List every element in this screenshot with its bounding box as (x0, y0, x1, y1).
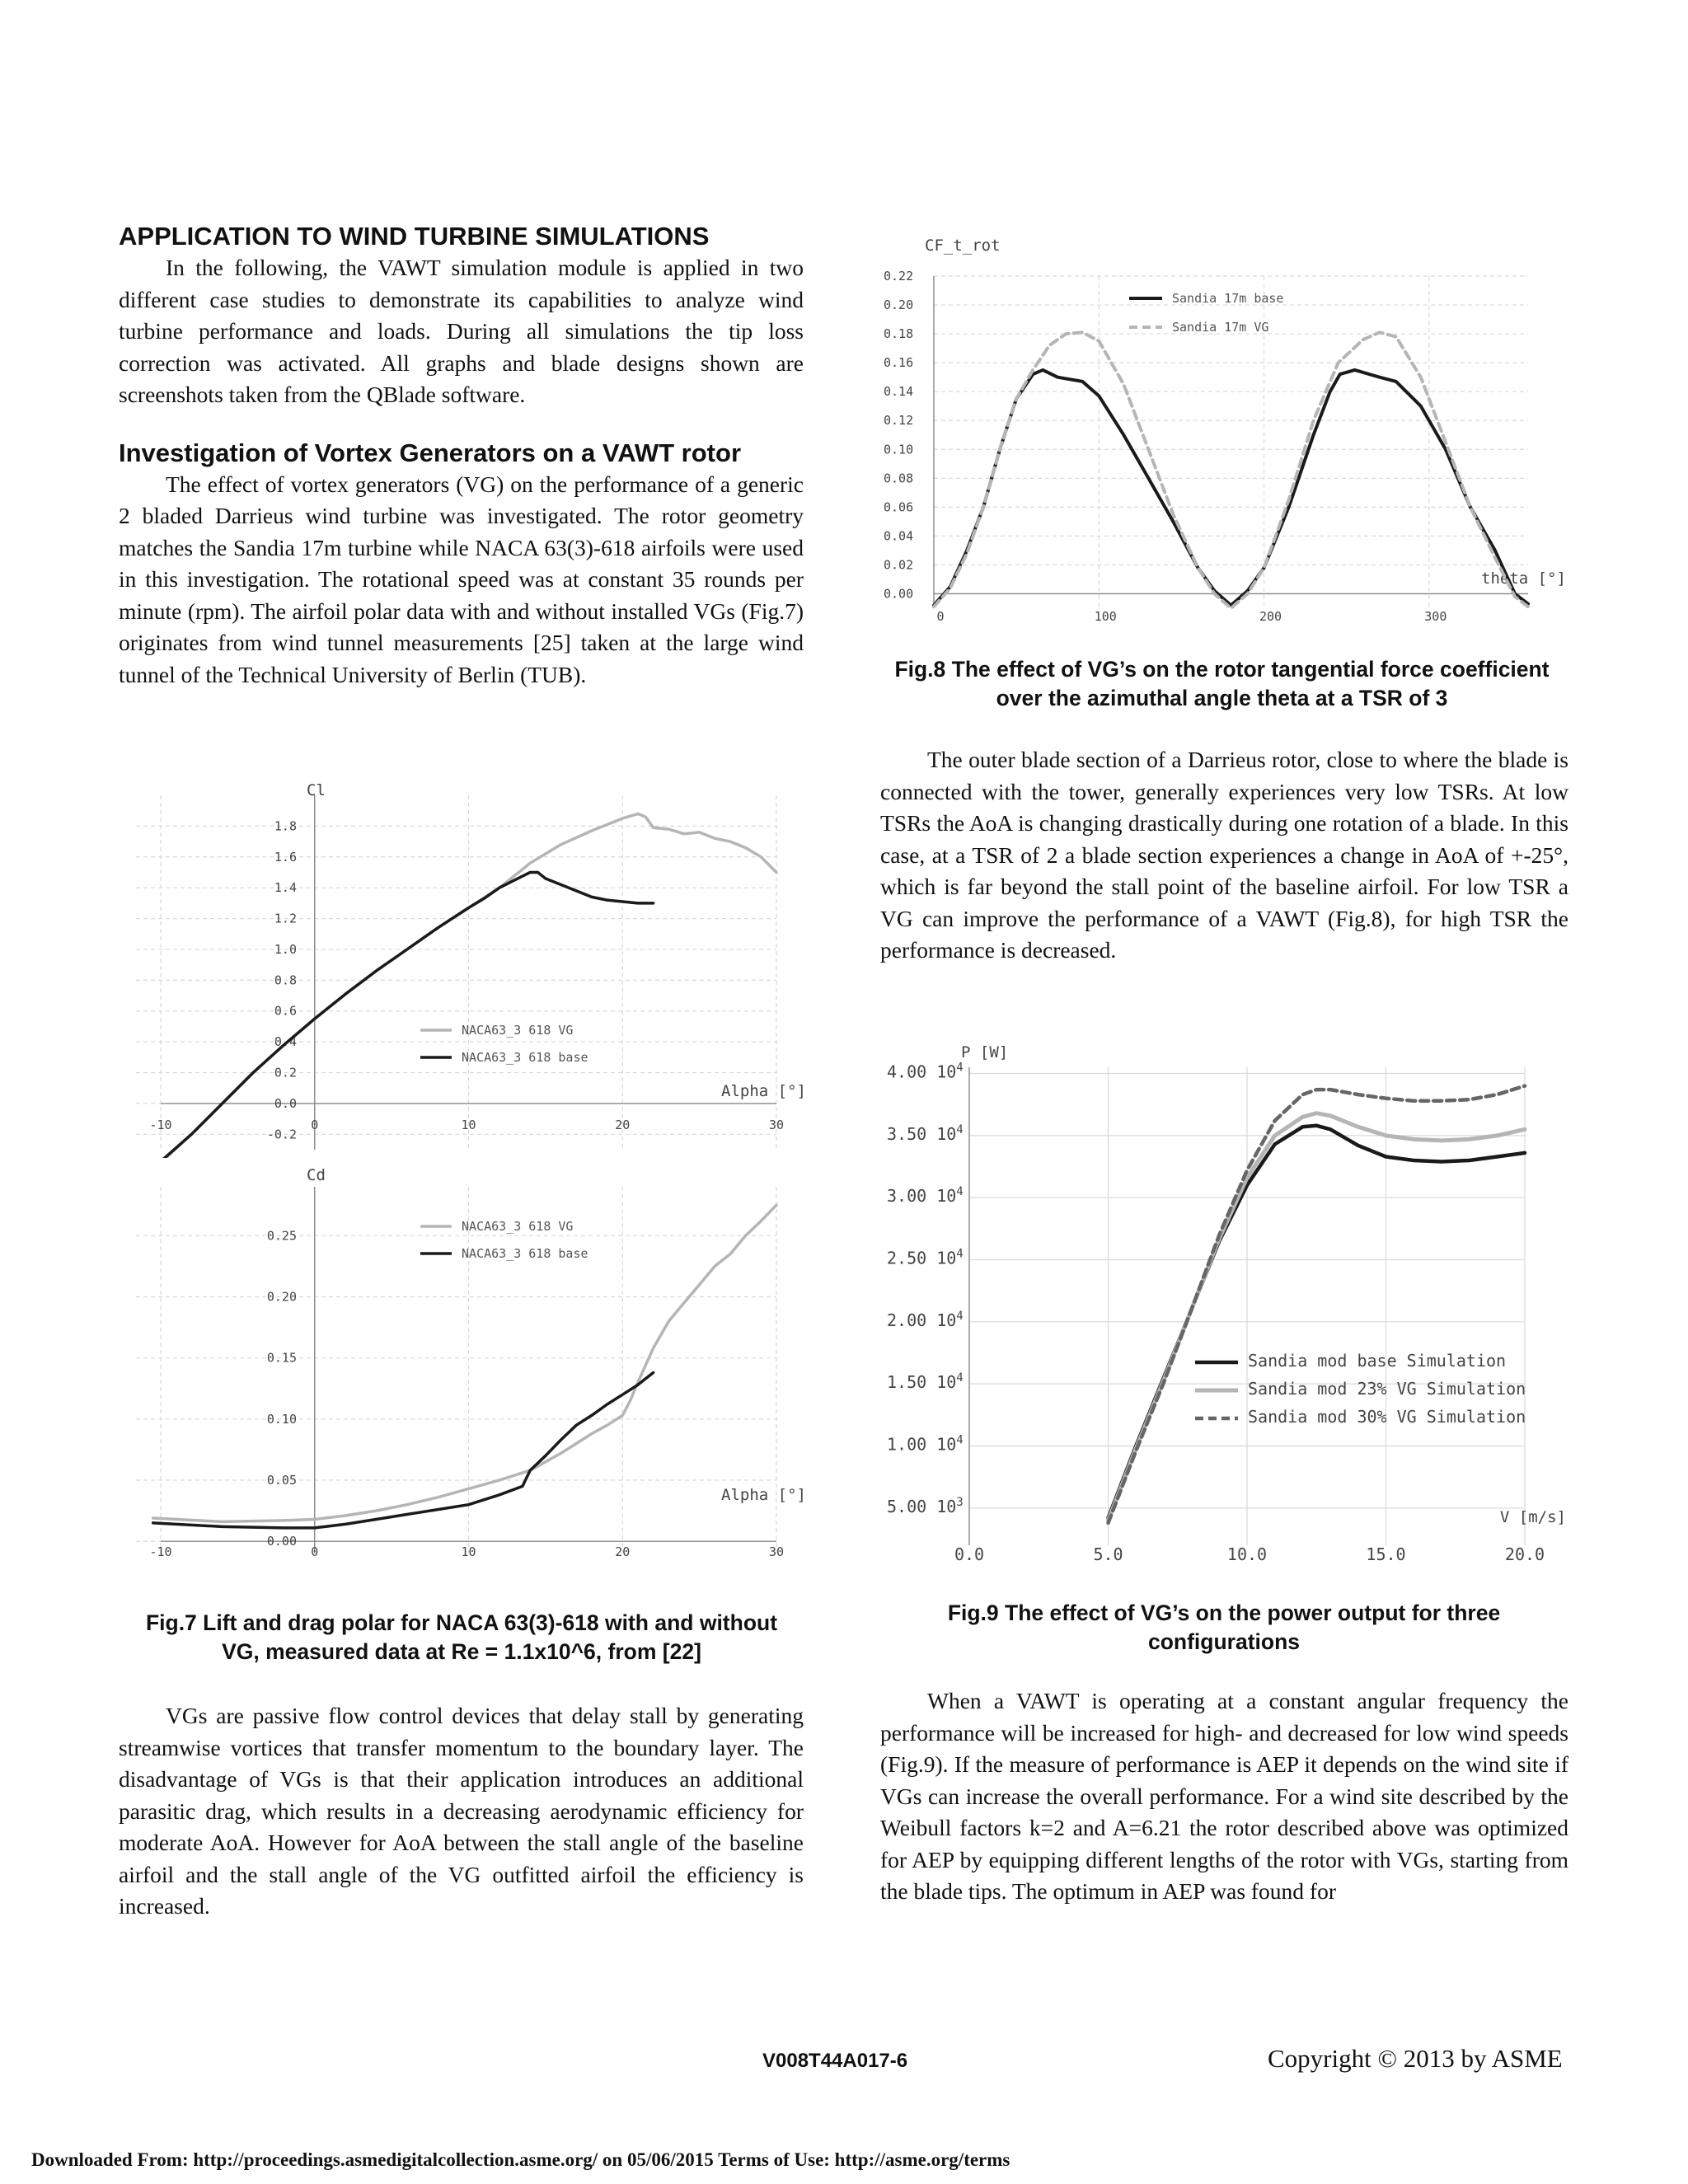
y-tick-label: 0.06 (884, 499, 914, 515)
left-column (119, 221, 804, 691)
x-tick-label: 30 (768, 1118, 785, 1132)
y-tick-label: 0.18 (884, 326, 914, 342)
figure-8-caption: Fig.8 The effect of VG’s on the rotor tangential force coefficient over the azimuthal angle theta at a TSR of 3 (894, 657, 1550, 710)
y-tick-label: 5.00 $10^3$ (887, 1495, 964, 1516)
subsection-heading: Investigation of Vortex Generators on a VAWT rotor (119, 438, 742, 467)
download-notice: Downloaded From: http://proceedings.asmedigitalcollection.asme.org/ on 05/06/2015 Terms of Use: http://asme.org/terms (31, 2149, 1010, 2170)
x-tick-label: 0 (311, 1544, 319, 1559)
y-tick-label: 0.04 (884, 528, 914, 544)
legend-label: NACA63_3 618 base (462, 1050, 588, 1065)
y-tick-label: 3.00 $10^4$ (887, 1185, 964, 1207)
power-output-chart (880, 1026, 1573, 1570)
x-tick-label: 20 (615, 1544, 631, 1559)
figure-9-caption: Fig.9 The effect of VG’s on the power output for three configurations (947, 1601, 1501, 1654)
y-axis-label: CF_t_rot (925, 237, 1001, 255)
y-axis-label: Cl (307, 781, 326, 799)
x-tick-label: 0 (311, 1118, 319, 1132)
y-tick-label: 0.16 (884, 355, 914, 371)
y-tick-label: 1.50 $10^4$ (887, 1371, 964, 1393)
y-tick-label: 2.50 $10^4$ (887, 1247, 964, 1268)
x-tick-label: 10 (461, 1118, 476, 1132)
figure-7-caption-box (140, 1609, 783, 1666)
y-tick-label: 0.20 (266, 1289, 297, 1305)
y-tick-label: 0.10 (884, 442, 914, 457)
paragraph-vg-explanation: VGs are passive flow control devices that delay stall by generating streamwise vortices that transfer momentum to the boundary layer. The disadvantage of VGs is that their application introduces an additional parasitic drag, which results in a decreasing aerodynamic efficiency for moderate AoA. However for AoA between the stall angle of the baseline airfoil and the stall angle of the VG outfitted airfoil the efficiency is increased. (119, 1703, 804, 1919)
x-tick-label: 10.0 (1226, 1544, 1268, 1564)
y-tick-label: 0.05 (266, 1473, 297, 1488)
series-line-2 (153, 873, 654, 1159)
x-tick-label: 0.0 (954, 1544, 985, 1564)
x-tick-label: 10 (461, 1544, 476, 1559)
y-tick-label: 0.25 (266, 1228, 297, 1244)
y-tick-label: 1.6 (274, 849, 297, 865)
x-axis-label: Alpha [°] (721, 1486, 806, 1504)
series-line-2 (1109, 1113, 1526, 1521)
y-tick-label: 0.00 (266, 1534, 297, 1549)
x-tick-label: 30 (768, 1544, 785, 1559)
x-axis-label: Alpha [°] (721, 1082, 806, 1100)
y-tick-label: 0.14 (884, 384, 914, 400)
x-tick-label: 5.0 (1093, 1544, 1123, 1564)
y-tick-label: 0.08 (884, 471, 914, 486)
series-line-2 (934, 332, 1528, 608)
figure-9 (880, 1026, 1573, 1570)
tangential-force-chart (875, 229, 1568, 625)
x-tick-label: -10 (149, 1544, 172, 1559)
y-tick-label: -0.2 (266, 1127, 297, 1142)
legend-label: Sandia mod 23% VG Simulation (1248, 1379, 1526, 1399)
y-axis-label: Cd (307, 1166, 326, 1184)
x-axis-label: theta [°] (1481, 569, 1566, 588)
legend-label: NACA63_3 618 base (462, 1246, 588, 1261)
left-column-bottom (119, 1700, 804, 1923)
legend-label: NACA63_3 618 VG (462, 1023, 574, 1038)
legend-label: Sandia 17m VG (1172, 320, 1269, 335)
x-tick-label: 0 (936, 609, 945, 624)
section-heading: APPLICATION TO WIND TURBINE SIMULATIONS (119, 222, 710, 251)
y-tick-label: 1.8 (274, 818, 297, 834)
y-tick-label: 0.20 (884, 298, 914, 313)
y-tick-label: 0.8 (274, 972, 297, 988)
right-column-middle (880, 744, 1568, 967)
y-tick-label: 1.0 (274, 941, 297, 957)
paper-id: V008T44A017-6 (762, 2050, 908, 2072)
x-tick-label: 200 (1259, 609, 1282, 624)
figure-7-caption: Fig.7 Lift and drag polar for NACA 63(3)-618 with and without VG, measured data at Re = 1.1x10^6, from [22] (145, 1610, 778, 1664)
y-tick-label: 3.50 $10^4$ (887, 1122, 964, 1144)
y-tick-label: 0.0 (274, 1095, 297, 1111)
figure-7 (124, 771, 816, 1578)
drag-polar-chart (124, 1162, 816, 1566)
x-tick-label: 100 (1094, 609, 1117, 624)
legend-label: Sandia mod base Simulation (1248, 1351, 1507, 1371)
y-tick-label: 0.12 (884, 413, 914, 429)
y-tick-label: 1.2 (274, 911, 297, 926)
paragraph-intro: In the following, the VAWT simulation module is applied in two different case studies to demonstrate its capabilities to analyze wind turbine performance and loads. During all simulations the tip loss correction was activated. All graphs and blade designs shown are screenshots taken from the QBlade software. (119, 255, 804, 407)
legend-label: NACA63_3 618 VG (462, 1219, 574, 1234)
y-tick-label: 2.00 $10^4$ (887, 1309, 964, 1330)
figure-8-caption-box (886, 655, 1558, 713)
lift-polar-chart (124, 771, 816, 1158)
y-tick-label: 0.2 (274, 1065, 297, 1080)
right-column-bottom (880, 1685, 1568, 1908)
series-line-1 (153, 813, 776, 1158)
y-tick-label: 0.10 (266, 1411, 297, 1427)
x-tick-label: 20.0 (1504, 1544, 1545, 1564)
y-tick-label: 0.02 (884, 557, 914, 573)
figure-8 (875, 229, 1568, 625)
y-tick-label: 0.6 (274, 1003, 297, 1019)
y-tick-label: 0.15 (266, 1350, 297, 1366)
series-line-1 (934, 370, 1528, 606)
y-tick-label: 1.4 (274, 880, 297, 896)
figure-9-caption-box (894, 1599, 1554, 1657)
paragraph-darrieus-tsr: The outer blade section of a Darrieus rotor, close to where the blade is connected with the tower, generally experiences very low TSRs. At low TSRs the AoA is changing drastically during one rotation of a blade. In this case, at a TSR of 2 a blade section experiences a change in AoA of +-25°, which is far beyond the stall point of the baseline airfoil. For low TSR a VG can improve the performance of a VAWT (Fig.8), for high TSR the performance is decreased. (880, 747, 1568, 963)
series-line-3 (1109, 1086, 1526, 1523)
x-axis-label: V [m/s] (1499, 1508, 1566, 1526)
y-tick-label: 0.4 (274, 1034, 297, 1050)
paragraph-vg-investigation: The effect of vortex generators (VG) on the performance of a generic 2 bladed Darrieus wind turbine was investigated. The rotor geometry matches the Sandia 17m turbine while NACA 63(3)-618 airfoils were used in this investigation. The rotational speed was at constant 35 rounds per minute (rpm). The airfoil polar data with and without installed VGs (Fig.7) originates from wind tunnel measurements [25] taken at the large wind tunnel of the Technical University of Berlin (TUB). (119, 471, 804, 687)
y-tick-label: 1.00 $10^4$ (887, 1433, 964, 1455)
x-tick-label: 300 (1424, 609, 1447, 624)
legend-label: Sandia mod 30% VG Simulation (1248, 1407, 1526, 1427)
x-tick-label: -10 (149, 1118, 172, 1132)
paragraph-aep: When a VAWT is operating at a constant angular frequency the performance will be increased for high- and decreased for low wind speeds (Fig.9). If the measure of performance is AEP it depends on the wind site if VGs can increase the overall performance. For a wind site described by the Weibull factors k=2 and A=6.21 the rotor described above was optimized for AEP by equipping different lengths of the rotor with VGs, starting from the blade tips. The optimum in AEP was found for (880, 1688, 1568, 1904)
x-tick-label: 20 (615, 1118, 631, 1132)
y-tick-label: 4.00 $10^4$ (887, 1061, 964, 1082)
y-tick-label: 0.00 (884, 586, 914, 602)
y-axis-label: P [W] (961, 1043, 1009, 1062)
copyright: Copyright © 2013 by ASME (1268, 2044, 1563, 2073)
x-tick-label: 15.0 (1366, 1544, 1406, 1564)
legend-label: Sandia 17m base (1172, 291, 1284, 306)
y-tick-label: 0.22 (884, 269, 914, 284)
